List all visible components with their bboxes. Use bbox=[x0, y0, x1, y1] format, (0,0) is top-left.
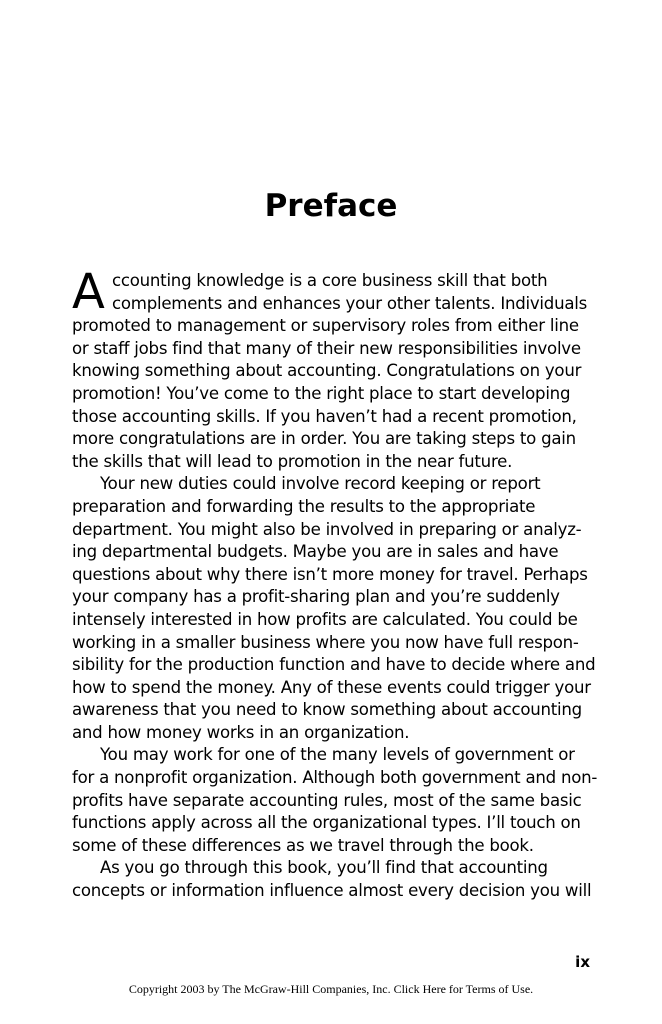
text-line: complements and enhances your other talents. Individuals bbox=[112, 293, 588, 313]
text-line: ccounting knowledge is a core business skill that both bbox=[112, 271, 548, 290]
text-line: promotion! You’ve come to the right place to start developing bbox=[72, 383, 571, 403]
text-line: You may work for one of the many levels of government or bbox=[100, 745, 575, 765]
text-line: questions about why there isn’t more money for travel. Perhaps bbox=[72, 564, 588, 584]
text-line: working in a smaller business where you now have full respon- bbox=[72, 632, 579, 652]
text-line: for a nonprofit organization. Although both government and non- bbox=[72, 768, 598, 788]
first-paragraph-opening bbox=[72, 264, 592, 320]
text-line: concepts or information influence almost every decision you will bbox=[72, 881, 592, 901]
text-line: more congratulations are in order. You are taking steps to gain bbox=[72, 429, 576, 449]
text-line: your company has a profit-sharing plan and you’re suddenly bbox=[72, 587, 560, 607]
text-line: preparation and forwarding the results to the appropriate bbox=[72, 496, 536, 516]
text-line: ing departmental budgets. Maybe you are in sales and have bbox=[72, 542, 559, 562]
text-line: knowing something about accounting. Congratulations on your bbox=[72, 361, 582, 381]
text-line: promoted to management or supervisory roles from either line bbox=[72, 316, 579, 336]
text-line: intensely interested in how profits are calculated. You could be bbox=[72, 609, 578, 629]
text-line: how to spend the money. Any of these events could trigger your bbox=[72, 677, 591, 697]
preface-body bbox=[72, 264, 598, 903]
text-line: those accounting skills. If you haven’t had a recent promotion, bbox=[72, 406, 577, 426]
text-line: department. You might also be involved in preparing or analyz- bbox=[72, 519, 582, 539]
text-line: functions apply across all the organizational types. I’ll touch on bbox=[72, 813, 581, 833]
text-line: As you go through this book, you’ll find that accounting bbox=[100, 858, 548, 878]
drop-cap: A bbox=[72, 264, 105, 320]
text-line: sibility for the production function and have to decide where and bbox=[72, 655, 596, 675]
text-line: the skills that will lead to promotion in the near future. bbox=[72, 451, 513, 471]
text-line: some of these differences as we travel through the book. bbox=[72, 835, 534, 855]
page-number: ix bbox=[575, 953, 590, 971]
text-line: and how money works in an organization. bbox=[72, 722, 410, 742]
text-line: awareness that you need to know something about accounting bbox=[72, 700, 582, 720]
text-line: Your new duties could involve record keeping or report bbox=[100, 474, 541, 494]
text-line: profits have separate accounting rules, most of the same basic bbox=[72, 790, 582, 810]
copyright-link[interactable]: Copyright 2003 by The McGraw-Hill Companies, Inc. Click Here for Terms of Use. bbox=[128, 982, 534, 996]
text-line: or staff jobs find that many of their new responsibilities involve bbox=[72, 338, 581, 358]
page-title: Preface bbox=[264, 188, 398, 224]
